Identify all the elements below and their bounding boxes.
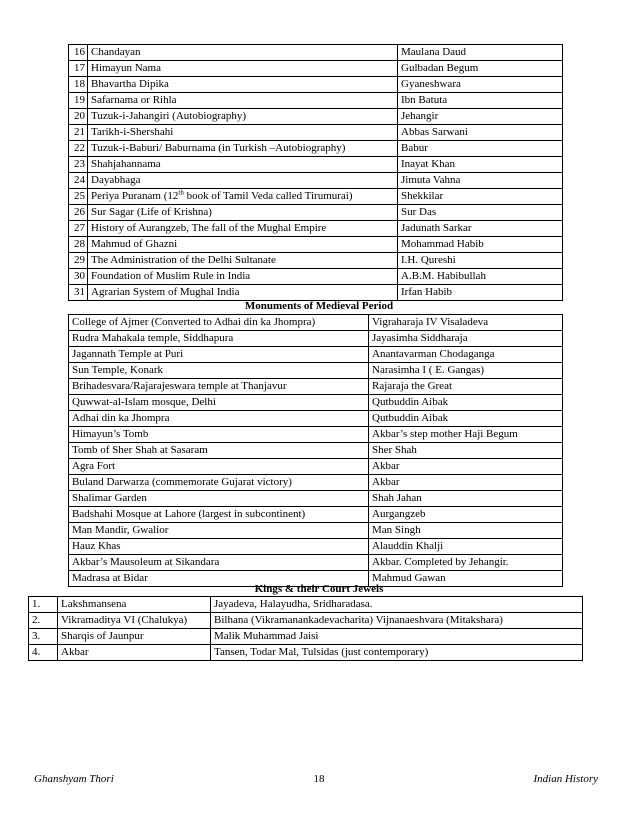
book-number: 30	[69, 269, 88, 285]
book-author: Jehangir	[398, 109, 563, 125]
table-row	[69, 109, 563, 125]
books-table	[68, 44, 563, 301]
table-row	[69, 61, 563, 77]
monument-name: Agra Fort	[69, 459, 369, 475]
monuments-table	[68, 314, 563, 587]
book-title: Bhavartha Dipika	[88, 77, 398, 93]
monument-name: College of Ajmer (Converted to Adhai din ka Jhompra)	[69, 315, 369, 331]
monument-name: Hauz Khas	[69, 539, 369, 555]
book-number: 26	[69, 205, 88, 221]
court-jewels: Malik Muhammad Jaisi	[211, 629, 583, 645]
book-number: 27	[69, 221, 88, 237]
monument-builder: Man Singh	[369, 523, 563, 539]
monument-name: Buland Darwarza (commemorate Gujarat victory)	[69, 475, 369, 491]
table-row	[29, 645, 583, 661]
table-row	[69, 93, 563, 109]
king-name: Akbar	[58, 645, 211, 661]
kings-heading: Kings & their Court Jewels	[254, 583, 384, 595]
kings-table	[28, 596, 583, 661]
book-title: Agrarian System of Mughal India	[88, 285, 398, 301]
table-row	[69, 507, 563, 523]
book-title: Foundation of Muslim Rule in India	[88, 269, 398, 285]
book-author: Babur	[398, 141, 563, 157]
monument-builder: Aurgangzeb	[369, 507, 563, 523]
book-author: Gyaneshwara	[398, 77, 563, 93]
table-row	[69, 173, 563, 189]
book-author: Inayat Khan	[398, 157, 563, 173]
book-author: I.H. Qureshi	[398, 253, 563, 269]
book-number: 17	[69, 61, 88, 77]
table-row	[69, 491, 563, 507]
book-title: The Administration of the Delhi Sultanate	[88, 253, 398, 269]
book-number: 16	[69, 45, 88, 61]
book-title-part: book of Tamil Veda called Tirumurai)	[183, 190, 353, 202]
book-author: Abbas Sarwani	[398, 125, 563, 141]
table-row	[29, 597, 583, 613]
book-number: 20	[69, 109, 88, 125]
book-author: Shekkilar	[398, 189, 563, 205]
book-author: Ibn Batuta	[398, 93, 563, 109]
monument-name: Jagannath Temple at Puri	[69, 347, 369, 363]
book-title: Chandayan	[88, 45, 398, 61]
monument-name: Akbar’s Mausoleum at Sikandara	[69, 555, 369, 571]
footer-subject: Indian History	[533, 773, 598, 785]
table-row	[69, 555, 563, 571]
table-row	[69, 395, 563, 411]
monument-name: Badshahi Mosque at Lahore (largest in subcontinent)	[69, 507, 369, 523]
table-row	[69, 253, 563, 269]
monument-builder: Narasimha I ( E. Gangas)	[369, 363, 563, 379]
book-author: Gulbadan Begum	[398, 61, 563, 77]
monument-name: Man Mandir, Gwalior	[69, 523, 369, 539]
court-jewels: Tansen, Todar Mal, Tulsidas (just contemporary)	[211, 645, 583, 661]
king-number: 3.	[29, 629, 58, 645]
book-title: Shahjahannama	[88, 157, 398, 173]
table-row	[69, 45, 563, 61]
book-author: Jadunath Sarkar	[398, 221, 563, 237]
book-title: Sur Sagar (Life of Krishna)	[88, 205, 398, 221]
book-author: Maulana Daud	[398, 45, 563, 61]
monument-builder: Akbar	[369, 475, 563, 491]
court-jewels: Jayadeva, Halayudha, Sridharadasa.	[211, 597, 583, 613]
monument-builder: Vigraharaja IV Visaladeva	[369, 315, 563, 331]
book-title: Tarikh-i-Shershahi	[88, 125, 398, 141]
book-author: Sur Das	[398, 205, 563, 221]
monument-name: Rudra Mahakala temple, Siddhapura	[69, 331, 369, 347]
book-title	[88, 189, 398, 205]
book-author: A.B.M. Habibullah	[398, 269, 563, 285]
table-row	[69, 331, 563, 347]
table-row	[69, 427, 563, 443]
book-number: 25	[69, 189, 88, 205]
book-number: 19	[69, 93, 88, 109]
table-row	[69, 347, 563, 363]
monument-name: Tomb of Sher Shah at Sasaram	[69, 443, 369, 459]
monument-builder: Rajaraja the Great	[369, 379, 563, 395]
table-row	[69, 77, 563, 93]
monuments-heading: Monuments of Medieval Period	[244, 300, 394, 312]
monument-builder: Mahmud Gawan	[369, 571, 563, 587]
table-row	[69, 459, 563, 475]
monument-name: Sun Temple, Konark	[69, 363, 369, 379]
book-title: Dayabhaga	[88, 173, 398, 189]
monument-name: Himayun’s Tomb	[69, 427, 369, 443]
book-title: Mahmud of Ghazni	[88, 237, 398, 253]
book-title-superscript: th	[178, 188, 184, 197]
table-row	[69, 363, 563, 379]
monument-name: Adhai din ka Jhompra	[69, 411, 369, 427]
table-row	[69, 237, 563, 253]
table-row	[69, 221, 563, 237]
footer-author: Ghanshyam Thori	[34, 773, 114, 785]
book-title: History of Aurangzeb, The fall of the Mughal Empire	[88, 221, 398, 237]
book-number: 31	[69, 285, 88, 301]
monument-builder: Shah Jahan	[369, 491, 563, 507]
book-author: Mohammad Habib	[398, 237, 563, 253]
book-author: Jimuta Vahna	[398, 173, 563, 189]
king-number: 2.	[29, 613, 58, 629]
book-title: Tuzuk-i-Jahangiri (Autobiography)	[88, 109, 398, 125]
book-number: 22	[69, 141, 88, 157]
table-row	[69, 315, 563, 331]
king-name: Sharqis of Jaunpur	[58, 629, 211, 645]
book-title: Safarnama or Rihla	[88, 93, 398, 109]
table-row	[69, 523, 563, 539]
king-name: Lakshmansena	[58, 597, 211, 613]
table-row	[69, 125, 563, 141]
monument-builder: Jayasimha Siddharaja	[369, 331, 563, 347]
king-number: 1.	[29, 597, 58, 613]
table-row	[69, 205, 563, 221]
monument-builder: Akbar	[369, 459, 563, 475]
table-row	[69, 269, 563, 285]
book-title-part: Periya Puranam (12	[91, 190, 179, 202]
table-row	[69, 475, 563, 491]
table-row	[69, 539, 563, 555]
book-number: 18	[69, 77, 88, 93]
book-author: Irfan Habib	[398, 285, 563, 301]
book-title: Tuzuk-i-Baburi/ Baburnama (in Turkish –Autobiography)	[88, 141, 398, 157]
table-row	[29, 613, 583, 629]
king-name: Vikramaditya VI (Chalukya)	[58, 613, 211, 629]
book-number: 28	[69, 237, 88, 253]
monument-builder: Qutbuddin Aibak	[369, 411, 563, 427]
king-number: 4.	[29, 645, 58, 661]
monument-name: Madrasa at Bidar	[69, 571, 369, 587]
monument-builder: Akbar’s step mother Haji Begum	[369, 427, 563, 443]
book-number: 21	[69, 125, 88, 141]
book-title: Himayun Nama	[88, 61, 398, 77]
footer-page-number: 18	[313, 773, 325, 785]
monument-builder: Sher Shah	[369, 443, 563, 459]
book-number: 23	[69, 157, 88, 173]
table-row	[69, 379, 563, 395]
table-row	[29, 629, 583, 645]
monument-builder: Akbar. Completed by Jehangir.	[369, 555, 563, 571]
table-row	[69, 443, 563, 459]
table-row	[69, 411, 563, 427]
monument-name: Shalimar Garden	[69, 491, 369, 507]
monument-builder: Alauddin Khalji	[369, 539, 563, 555]
monument-name: Quwwat-al-Islam mosque, Delhi	[69, 395, 369, 411]
table-row	[69, 141, 563, 157]
monument-builder: Anantavarman Chodaganga	[369, 347, 563, 363]
monument-builder: Qutbuddin Aibak	[369, 395, 563, 411]
court-jewels: Bilhana (Vikramanankadevacharita) Vijnanaeshvara (Mitakshara)	[211, 613, 583, 629]
table-row	[69, 157, 563, 173]
monument-name: Brihadesvara/Rajarajeswara temple at Thanjavur	[69, 379, 369, 395]
table-row	[69, 189, 563, 205]
book-number: 29	[69, 253, 88, 269]
book-number: 24	[69, 173, 88, 189]
